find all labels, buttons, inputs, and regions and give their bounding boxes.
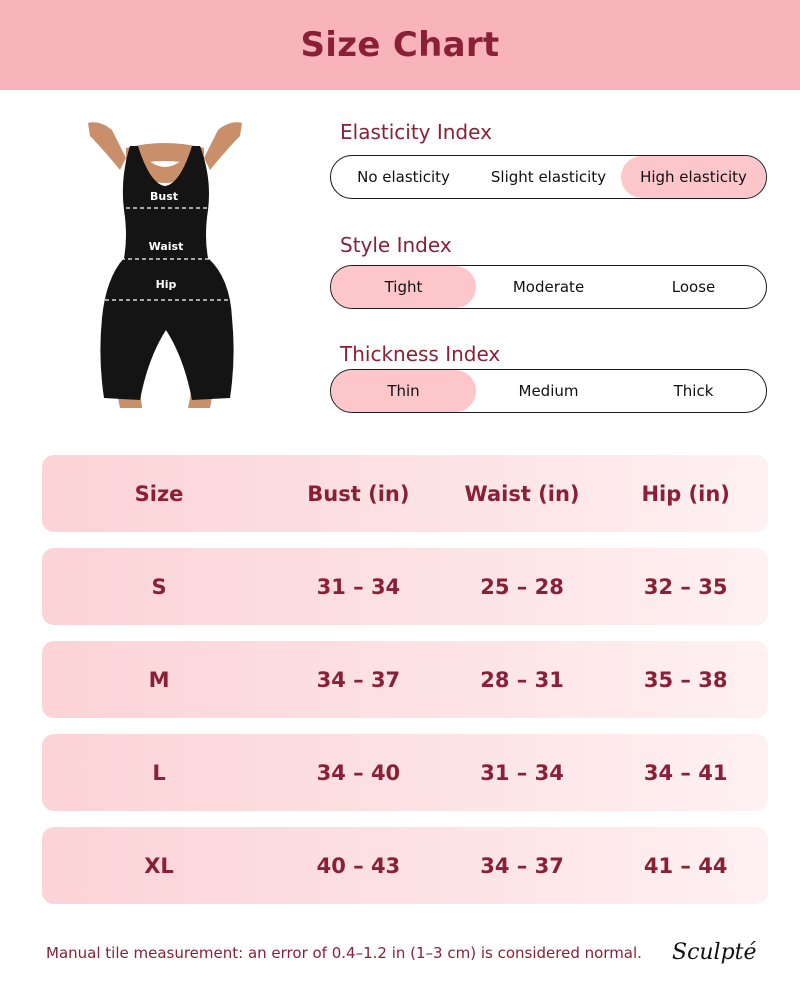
waist-cell: 34 – 37 [480,853,564,878]
elasticity-option-high[interactable]: High elasticity [621,156,766,198]
elasticity-index-selector [330,155,767,199]
hip-cell: 35 – 38 [643,667,728,692]
header-waist: Waist (in) [464,481,580,506]
thickness-index-title: Thickness Index [340,342,501,366]
table-row [42,734,768,811]
thickness-index-selector [330,369,767,413]
style-index-title: Style Index [340,233,452,257]
table-header-row [42,455,768,532]
header-size: Size [134,481,184,506]
elasticity-index-title: Elasticity Index [340,120,492,144]
brand-logo: Sculpté [672,940,757,965]
thickness-option-medium[interactable]: Medium [518,382,579,400]
bust-label: Bust [149,190,179,203]
waist-cell: 28 – 31 [480,667,564,692]
waist-label: Waist [148,240,184,253]
style-option-loose[interactable]: Loose [671,278,716,296]
bust-cell: 31 – 34 [316,574,401,599]
measurement-footnote: Manual tile measurement: an error of 0.4–1.2 in (1–3 cm) is considered normal. [46,944,642,962]
hip-label: Hip [155,278,177,291]
header-hip: Hip (in) [641,481,730,506]
table-row [42,548,768,625]
product-figure [80,118,250,413]
bust-cell: 34 – 40 [316,760,401,785]
size-cell: L [152,760,166,785]
size-table [42,455,768,920]
size-cell: XL [144,853,174,878]
header-bust: Bust (in) [307,481,410,506]
style-option-moderate[interactable]: Moderate [512,278,585,296]
elasticity-option-slight[interactable]: Slight elasticity [490,168,607,186]
size-cell: M [148,667,170,692]
bust-cell: 34 – 37 [316,667,401,692]
bodysuit-shape [100,146,233,400]
table-row [42,641,768,718]
waist-cell: 25 – 28 [480,574,564,599]
page-title: Size Chart [300,25,500,65]
waist-cell: 31 – 34 [480,760,564,785]
thickness-option-thin[interactable]: Thin [331,370,476,412]
bust-cell: 40 – 43 [316,853,401,878]
elasticity-option-no[interactable]: No elasticity [357,168,450,186]
header-banner [0,0,800,90]
thickness-option-thick[interactable]: Thick [673,382,714,400]
style-index-selector [330,265,767,309]
style-option-tight[interactable]: Tight [331,266,476,308]
hip-cell: 32 – 35 [643,574,728,599]
hip-cell: 34 – 41 [643,760,728,785]
size-cell: S [151,574,167,599]
hip-cell: 41 – 44 [643,853,728,878]
table-row [42,827,768,904]
